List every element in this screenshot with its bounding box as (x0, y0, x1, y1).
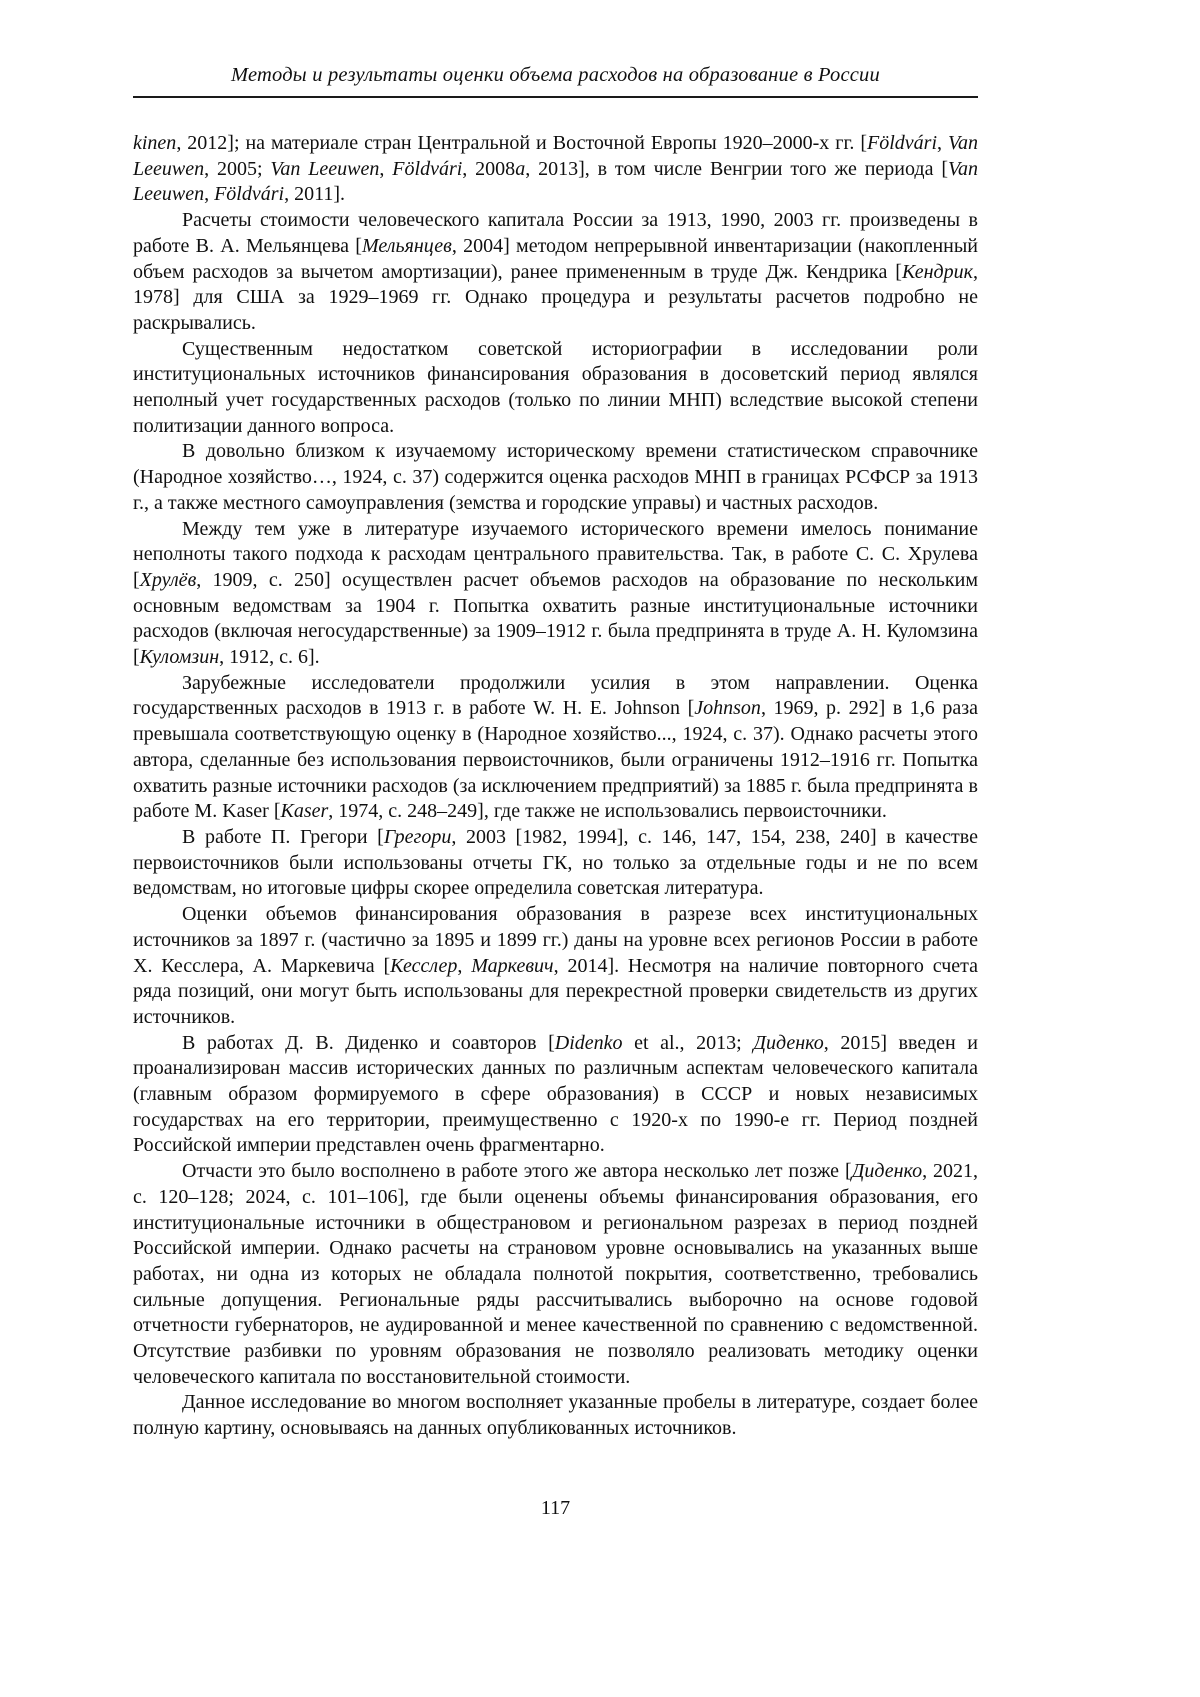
body-run: , (379, 157, 393, 180)
citation-italic-text: Куломзин (139, 646, 220, 669)
paragraph (133, 208, 978, 337)
paragraph (133, 825, 978, 902)
body-run: В работах Д. В. Диденко и соавторов [ (182, 1031, 555, 1054)
paragraph (133, 1390, 978, 1441)
citation-italic-text: Кесслер (390, 954, 458, 977)
body-run: , 2003 [1982, 1994], с. 146, 147, 154, 238, 240] в качестве первоисточников были использованы отчеты ГК, но только за отдельные годы и не по всем ведомствам, но итоговые цифры скорее определила советская литература. (133, 825, 979, 900)
body-run: В довольно близком к изучаемому историческому времени статистическом справочнике (Народное хозяйство…, 1924, с. 37) содержится оценка расходов МНП в границах РСФСР за 1913 г., а также местного самоуправления (земства и городские управы) и частных расходов. (133, 440, 978, 514)
citation-italic-text: Van Leeuwen (270, 157, 380, 180)
paragraph (133, 902, 978, 1031)
paragraph (133, 439, 978, 516)
citation-italic-text: kinen (133, 132, 177, 154)
body-run: Существенным недостатком советской историографии в исследовании роли институциональных источников финансирования образования в досоветский период являлся неполный учет государственных расходов (только по линии МНП) вследствие высокой степени политизации данного вопроса. (133, 337, 978, 437)
citation-italic-text: Van Leeuwen (133, 157, 979, 206)
body-run: Отчасти это было восполнено в работе этого же автора несколько лет позже [ (182, 1160, 852, 1183)
body-run: , 1912, с. 6]. (219, 646, 320, 669)
citation-italic-text: Földvári (214, 183, 285, 206)
body-run: , 2004] методом непрерывной инвентаризации (накопленный объем расходов за вычетом амортизации), ранее примененным в труде Дж. Кендрика [ (133, 234, 979, 283)
body-run: , 2014]. Несмотря на наличие повторного счета ряда позиций, они могут быть использованы для перекрестной проверки свидетельств из других источников. (133, 954, 979, 1028)
citation-italic-text: Johnson (694, 697, 761, 720)
paragraph (133, 1159, 978, 1390)
body-run: , 1978] для США за 1929–1969 гг. Однако процедура и результаты расчетов подробно не раскрывались. (133, 260, 978, 334)
citation-italic-text: Кендрик (901, 260, 973, 283)
body-run: Расчеты стоимости человеческого капитала России за 1913, 1990, 2003 гг. произведены в работе В. А. Мельянцева [ (133, 209, 978, 257)
body-run: Данное исследование во многом восполняет указанные пробелы в литературе, создает более полную картину, основываясь на данных опубликованных источников. (133, 1391, 978, 1440)
body-run: , 2008 (462, 157, 516, 180)
body-run: , 2012]; на материале стран Центральной и Восточной Европы 1920–2000-х гг. [ (176, 132, 868, 154)
body-run: , (457, 954, 472, 977)
paragraph (133, 131, 978, 208)
citation-italic-text: Földvári (392, 157, 463, 180)
body-paragraphs (133, 131, 978, 1442)
paragraph (133, 337, 978, 440)
paragraph (133, 1031, 978, 1160)
citation-italic-text: Didenko (554, 1031, 623, 1054)
citation-italic-text: Földvári (867, 132, 938, 154)
body-run: Зарубежные исследователи продолжили усилия в этом направлении. Оценка государственных расходов в 1913 г. в работе W. H. E. Johnson [ (133, 671, 978, 720)
paragraph (133, 671, 978, 825)
body-run: Оценки объемов финансирования образования в разрезе всех институциональных источников за 1897 г. (частично за 1895 и 1899 гг.) даны на уровне всех регионов России в работе Х. Кесслера, А. Маркевича [ (133, 903, 978, 977)
citation-italic-text: Грегори (383, 825, 452, 848)
body-run: , 2021, с. 120–128; 2024, с. 101–106], где были оценены объемы финансирования образования, его институциональные источники в общестрановом и региональном разрезах в период поздней Российской империи. Однако расчеты на страновом уровне основывались на указанных выше работах, ни одна из которых не обладала полнотой покрытия, соответственно, требовались сильные допущения. Региональные ряды рассчитывались выборочно на основе годовой отчетности губернаторов, не аудированной и менее качественной по сравнению с ведомственной. Отсутствие разбивки по уровням образования не позволяло реализовать методику оценки человеческого капитала по восстановительной стоимости. (133, 1160, 979, 1388)
citation-italic-text: а (515, 157, 526, 180)
body-run: В работе П. Грегори [ (182, 825, 384, 848)
body-run: , 2011]. (284, 183, 346, 206)
body-run: , 1974, с. 248–249], где также не использовались первоисточники. (328, 800, 887, 823)
citation-italic-text: Диденко (851, 1160, 923, 1183)
body-run: , 2005; (204, 157, 271, 180)
citation-italic-text: Диденко (753, 1031, 824, 1054)
citation-italic-text: Мельянцев (361, 234, 452, 257)
body-run: , 1969, p. 292] в 1,6 раза превышала соответствующую оценку в (Народное хозяйство..., 1924, с. 37). Однако расчеты этого автора, сделанные без использования первоисточников, были ограничены 1912–1916 гг. Попытка охватить разные источники расходов (за исключением предприятий) за 1885 г. была предпринята в работе M. Kaser [ (133, 697, 978, 823)
body-run: et al., 2013; (622, 1031, 754, 1054)
page-number: 117 (540, 1497, 571, 1519)
citation-italic-text: Хрулёв (139, 568, 197, 591)
body-run: Между тем уже в литературе изучаемого исторического времени имелось понимание неполноты такого подхода к расходам центрального правительства. Так, в работе С. С. Хрулева [ (133, 517, 978, 591)
body-run: , 2013], в том числе Венгрии того же периода [ (525, 157, 949, 180)
paragraph (133, 517, 978, 671)
running-header: Методы и результаты оценки объема расходов на образование в России (133, 64, 978, 98)
citation-italic-text: Van Leeuwen (133, 132, 979, 180)
body-run: , (204, 183, 215, 206)
citation-italic-text: Маркевич (471, 954, 554, 977)
body-run: , 1909, с. 250] осуществлен расчет объемов расходов на образование по нескольким основным ведомствам за 1904 г. Попытка охватить разные институциональные источники расходов (включая негосударственные) за 1909–1912 г. была предпринята в труде А. Н. Куломзина [ (133, 568, 978, 669)
citation-italic-text: Kaser (280, 800, 329, 823)
body-run: , 2015] введен и проанализирован массив исторических данных по различным аспектам человеческого капитала (главным образом формируемого в сфере образования) в СССР и новых независимых государствах на его территории, преимущественно с 1920-х по 1990-е гг. Период поздней Российской империи представлен очень фрагментарно. (133, 1031, 978, 1157)
body-run: , (937, 132, 949, 154)
